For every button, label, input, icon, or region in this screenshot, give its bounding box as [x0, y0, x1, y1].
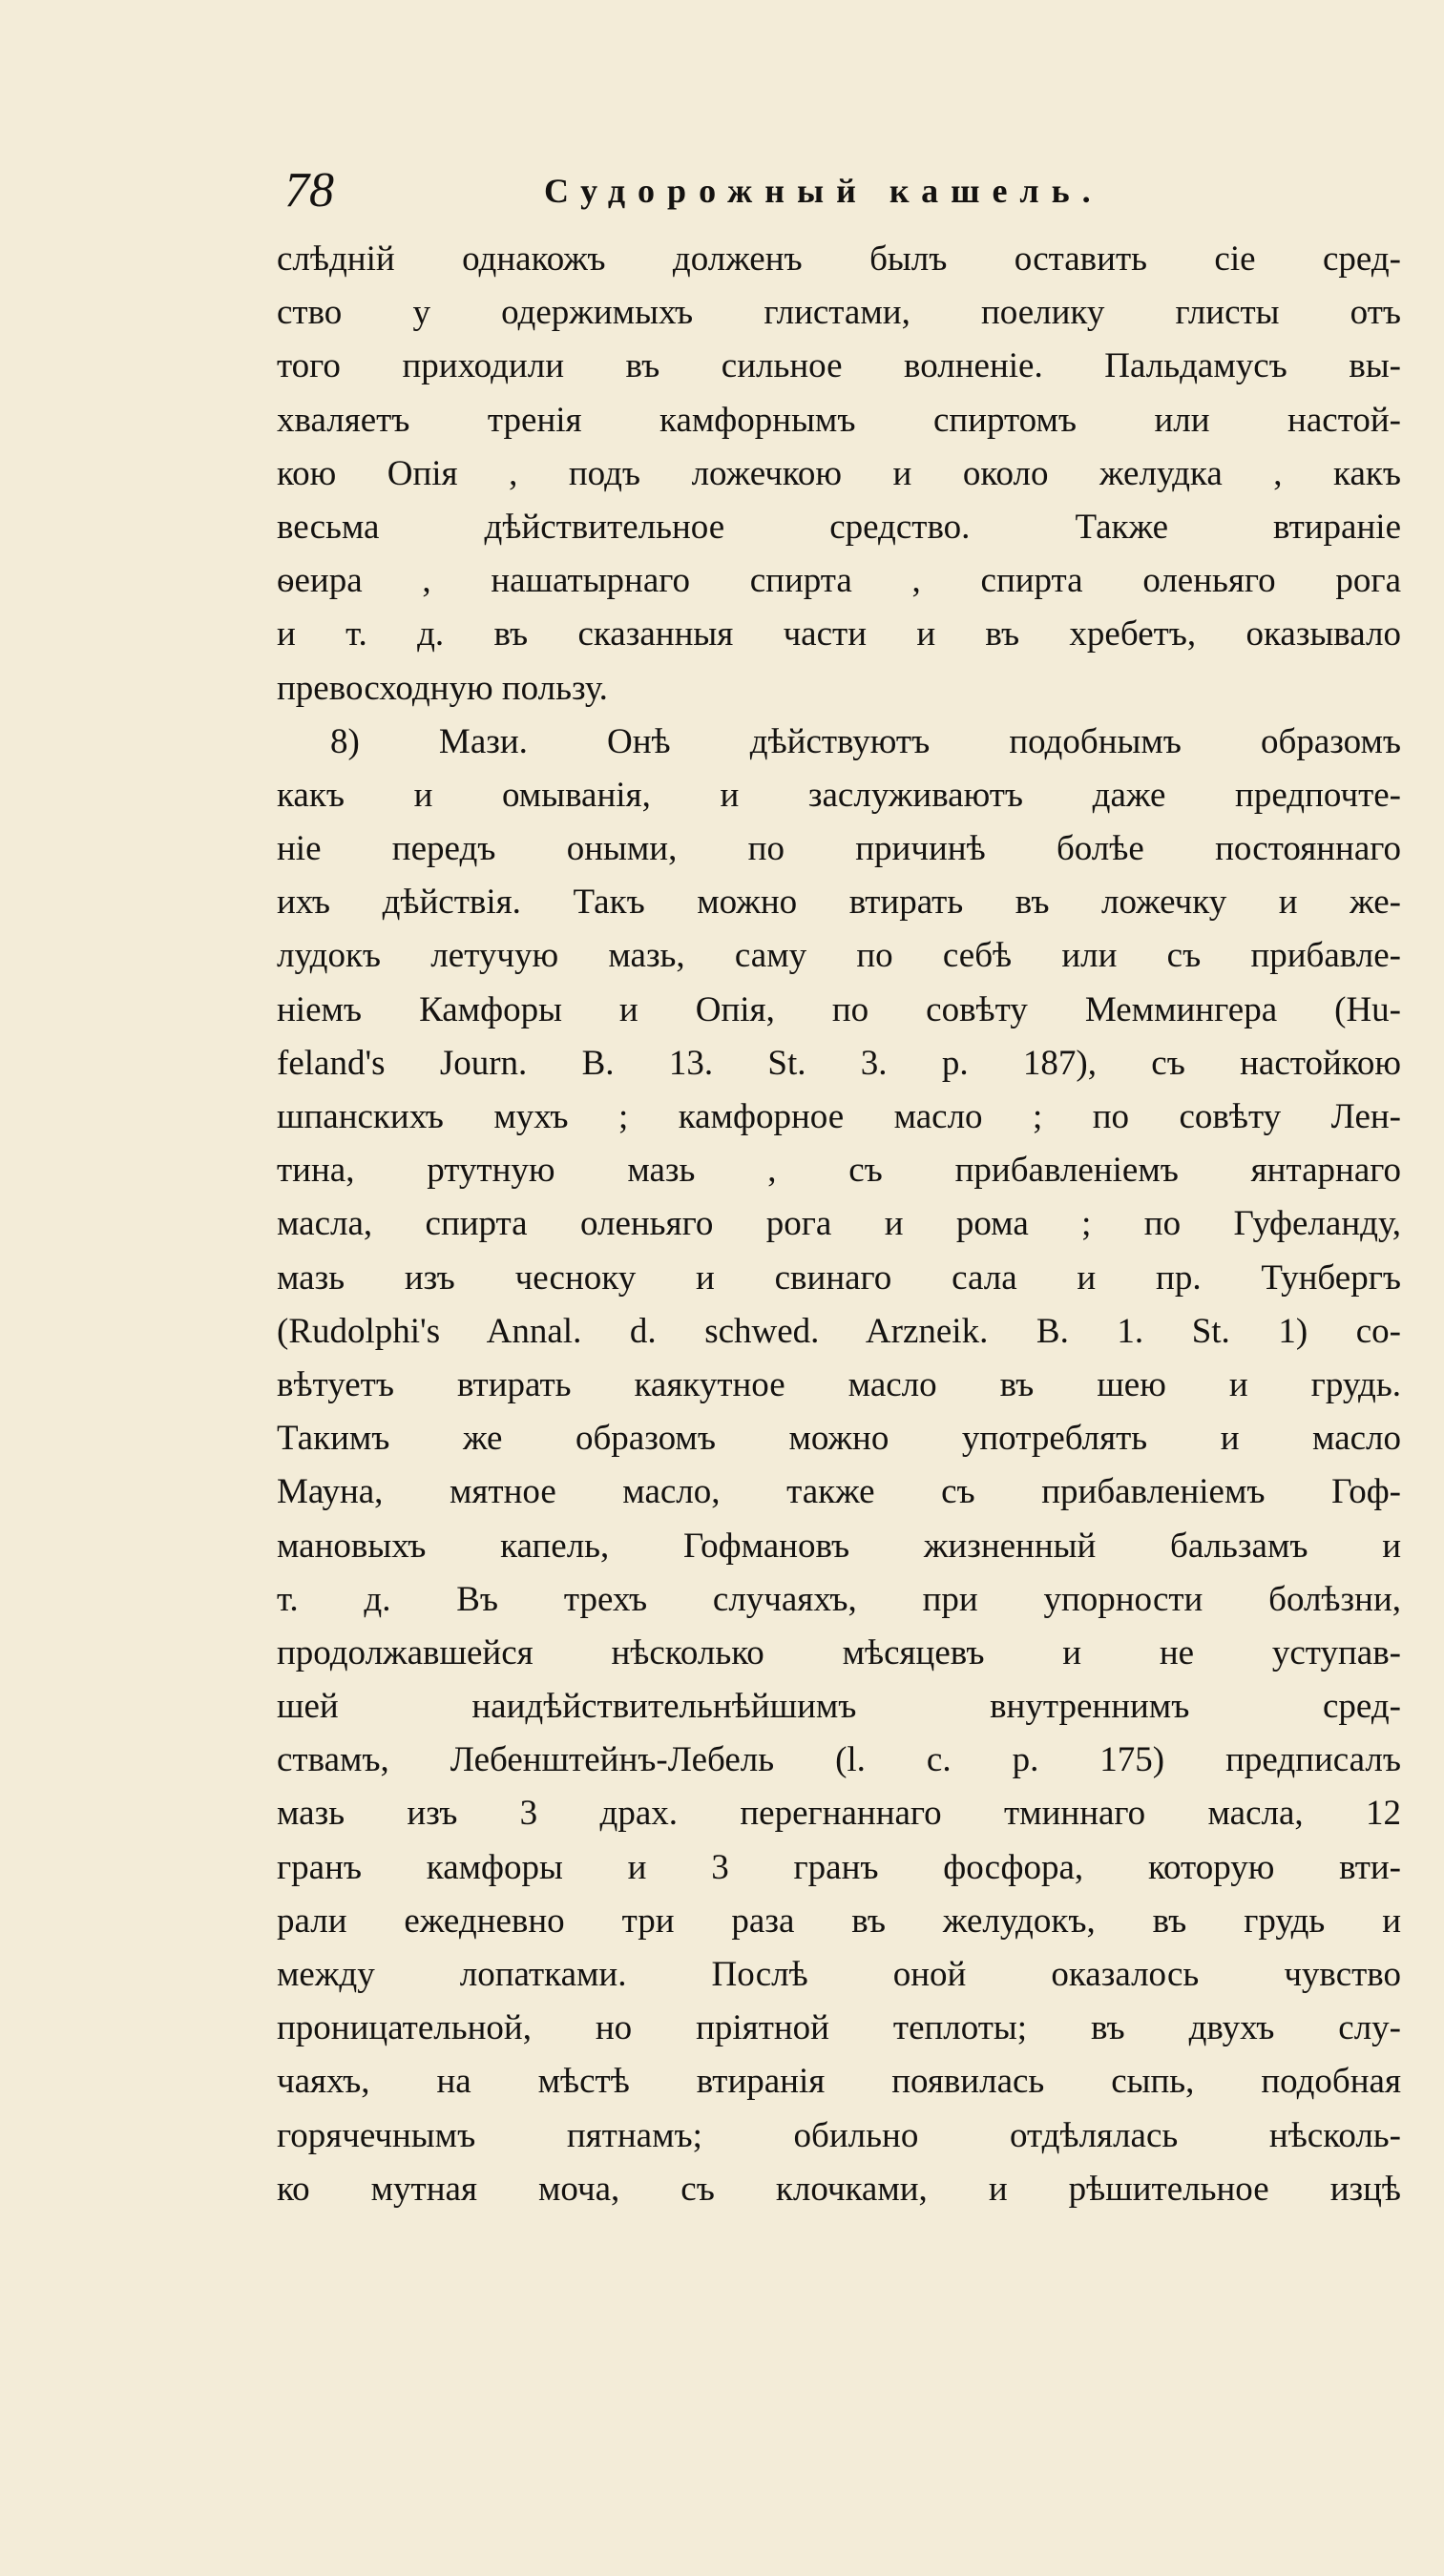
text-line: того приходили въ сильное волненіе. Пальдамусъ вы- [277, 346, 1401, 386]
text-line: проницательной, но пріятной теплоты; въ двухъ слу- [277, 2008, 1401, 2048]
text-line: ніе передъ оными, по причинѣ болѣе постояннаго [277, 829, 1401, 869]
text-line: ніемъ Камфоры и Опія, по совѣту Меммингера (Hu- [277, 989, 1401, 1029]
text-line: т. д. Въ трехъ случаяхъ, при упорности болѣзни, [277, 1579, 1401, 1619]
text-line: горячечнымъ пятнамъ; обильно отдѣлялась нѣсколь- [277, 2115, 1401, 2155]
text-line: мазь изъ 3 драх. перегнаннаго тминнаго масла, 12 [277, 1794, 1401, 1834]
text-line: feland's Journ. B. 13. St. 3. p. 187), съ настойкою [277, 1043, 1401, 1083]
text-line: продолжавшейся нѣсколько мѣсяцевъ и не уступав- [277, 1632, 1401, 1672]
text-line: кою Опія , подъ ложечкою и около желудка , какъ [277, 453, 1401, 493]
body-text [277, 233, 1401, 2216]
text-line: чаяхъ, на мѣстѣ втиранія появилась сыпь, подобная [277, 2062, 1401, 2102]
text-line: весьма дѣйствительное средство. Также втираніе [277, 507, 1401, 547]
text-line: и т. д. въ сказанныя части и въ хребетъ, оказывало [277, 614, 1401, 654]
text-line: шпанскихъ мухъ ; камфорное масло ; по совѣту Лен- [277, 1097, 1401, 1136]
page-number: 78 [284, 163, 334, 218]
text-line: масла, спирта оленьяго рога и рома ; по Гуфеланду, [277, 1204, 1401, 1244]
page-header [277, 157, 1403, 224]
text-line: тина, ртутную мазь , съ прибавленіемъ янтарнаго [277, 1151, 1401, 1191]
text-line: какъ и омыванія, и заслуживаютъ даже предпочте- [277, 775, 1401, 815]
text-line: ѳеира , нашатырнаго спирта , спирта оленьяго рога [277, 561, 1401, 601]
text-line: шей наидѣйствительнѣйшимъ внутреннимъ сред- [277, 1687, 1401, 1727]
text-line: слѣдній однакожъ долженъ былъ оставить сіе сред- [277, 239, 1401, 279]
text-line: мановыхъ капель, Гофмановъ жизненный бальзамъ и [277, 1526, 1401, 1566]
text-line: гранъ камфоры и 3 гранъ фосфора, которую вти- [277, 1847, 1401, 1887]
text-line: Мауна, мятное масло, также съ прибавленіемъ Гоф- [277, 1472, 1401, 1512]
text-line: ихъ дѣйствія. Такъ можно втирать въ ложечку и же- [277, 883, 1401, 923]
text-line: Такимъ же образомъ можно употреблять и масло [277, 1419, 1401, 1459]
text-line: ство у одержимыхъ глистами, поелику глисты отъ [277, 293, 1401, 333]
text-line: мазь изъ чесноку и свинаго сала и пр. Тунбергъ [277, 1257, 1401, 1298]
text-line: ко мутная моча, съ клочками, и рѣшительное изцѣ [277, 2169, 1401, 2209]
text-line: ствамъ, Лебенштейнъ-Лебель (l. c. p. 175) предписалъ [277, 1740, 1401, 1780]
text-line: хваляетъ тренія камфорнымъ спиртомъ или настой- [277, 400, 1401, 440]
text-line: превосходную пользу. [277, 668, 608, 708]
text-line: (Rudolphi's Annal. d. schwed. Arzneik. B. 1. St. 1) со- [277, 1311, 1401, 1351]
running-title: Судорожный кашель. [544, 172, 1103, 210]
text-line: лудокъ летучую мазь, саму по себѣ или съ прибавле- [277, 936, 1401, 976]
text-line: рали ежедневно три раза въ желудокъ, въ грудь и [277, 1901, 1401, 1941]
text-line: вѣтуетъ втирать каякутное масло въ шею и грудь. [277, 1364, 1401, 1404]
text-line: между лопатками. Послѣ оной оказалось чувство [277, 1955, 1401, 1994]
paragraph-start-line: 8) Мази. Онѣ дѣйствуютъ подобнымъ образомъ [330, 721, 1401, 761]
